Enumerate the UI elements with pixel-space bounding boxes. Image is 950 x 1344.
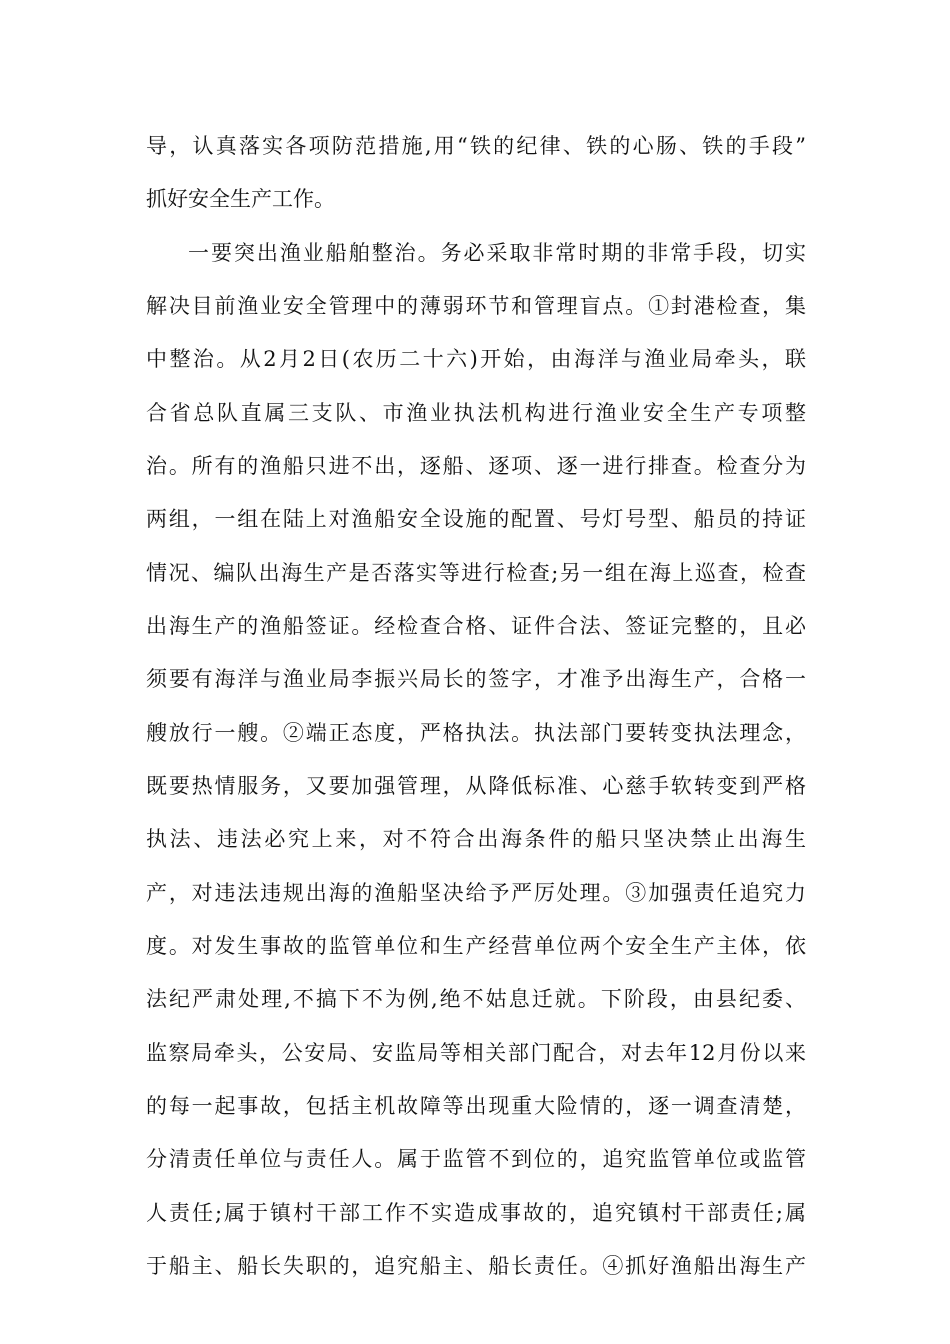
text-line: 分清责任单位与责任人。属于监管不到位的，追究监管单位或监管 [146,1147,806,1171]
text-line: 解决目前渔业安全管理中的薄弱环节和管理盲点。①封港检查，集 [146,294,806,318]
text-line: 情况、编队出海生产是否落实等进行检查;另一组在海上巡查，检查 [146,561,806,585]
text-line: 执法、违法必究上来，对不符合出海条件的船只坚决禁止出海生 [146,827,806,851]
text-line: 法纪严肃处理,不搞下不为例,绝不姑息迁就。下阶段，由县纪委、 [146,987,806,1011]
text-line: 抓好安全生产工作。 [146,187,335,211]
text-line: 的每一起事故，包括主机故障等出现重大险情的，逐一调查清楚， [146,1094,806,1118]
text-line: 须要有海洋与渔业局李振兴局长的签字，才准予出海生产，合格一 [146,667,806,691]
text-line: 两组，一组在陆上对渔船安全设施的配置、号灯号型、船员的持证 [146,507,806,531]
paragraph-start-line: 一要突出渔业船舶整治。务必采取非常时期的非常手段，切实 [188,241,806,265]
text-line: 产，对违法违规出海的渔船坚决给予严厉处理。③加强责任追究力 [146,881,806,905]
text-line: 导，认真落实各项防范措施,用“铁的纪律、铁的心肠、铁的手段” [146,134,806,158]
text-line: 合省总队直属三支队、市渔业执法机构进行渔业安全生产专项整 [146,401,806,425]
text-line: 出海生产的渔船签证。经检查合格、证件合法、签证完整的，且必 [146,614,806,638]
text-line: 既要热情服务，又要加强管理，从降低标准、心慈手软转变到严格 [146,774,806,798]
text-line: 人责任;属于镇村干部工作不实造成事故的，追究镇村干部责任;属 [146,1201,806,1225]
text-line: 监察局牵头，公安局、安监局等相关部门配合，对去年12月份以来 [146,1041,806,1065]
text-line: 艘放行一艘。②端正态度，严格执法。执法部门要转变执法理念， [146,721,806,745]
text-line: 治。所有的渔船只进不出，逐船、逐项、逐一进行排查。检查分为 [146,454,806,478]
text-line: 于船主、船长失职的，追究船主、船长责任。④抓好渔船出海生产 [146,1254,806,1278]
text-line: 度。对发生事故的监管单位和生产经营单位两个安全生产主体，依 [146,934,806,958]
text-line: 中整治。从2月2日(农历二十六)开始，由海洋与渔业局牵头，联 [146,347,806,371]
